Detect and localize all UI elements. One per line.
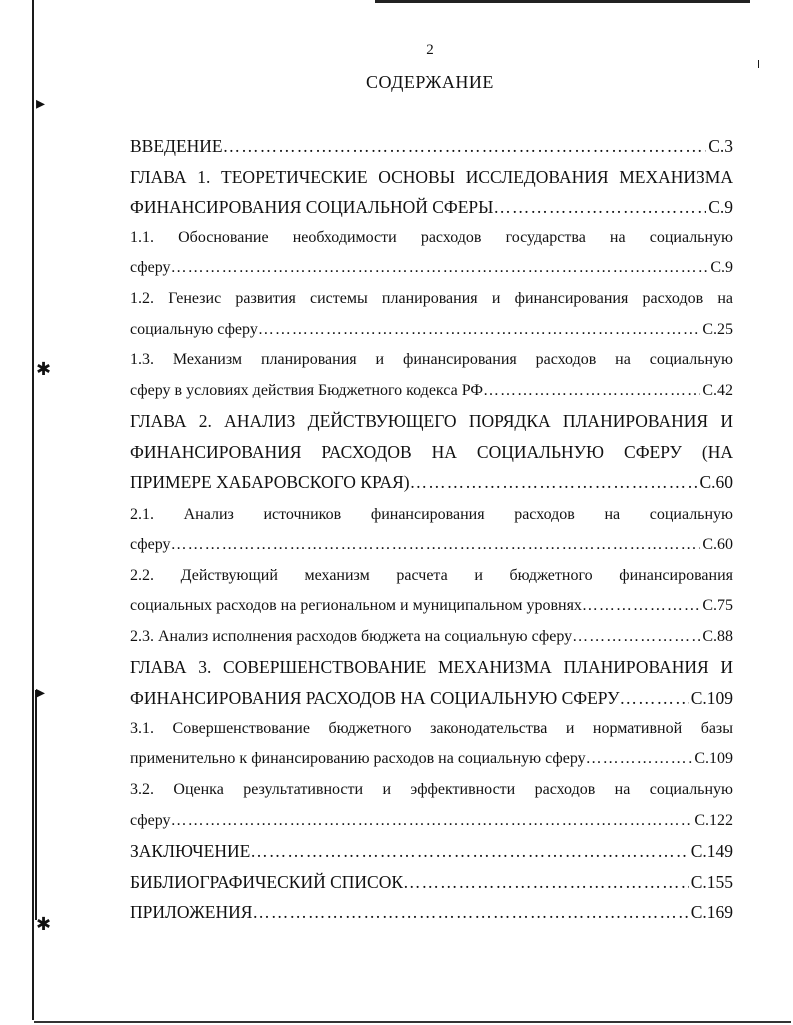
leader-dots	[258, 317, 701, 343]
toc-entry-section-1-2-cont	[130, 317, 733, 343]
toc-entry-title: 2.3. Анализ исполнения расходов бюджета на социальную сферу	[130, 628, 573, 645]
binding-hole-mark: ▸	[36, 93, 46, 113]
toc-entry-page: С.42	[702, 382, 733, 399]
page-number: 2	[426, 42, 434, 58]
toc-entry-page: С.149	[690, 841, 733, 861]
toc-entry-chapter-3-cont	[130, 685, 733, 711]
toc-entry-section-3-1-cont	[130, 746, 733, 772]
toc-entry-section-1-3-cont	[130, 378, 733, 404]
toc-entry-title: ВВЕДЕНИЕ	[130, 136, 223, 156]
leader-dots	[223, 133, 707, 159]
toc-entry-title: ФИНАНСИРОВАНИЯ СОЦИАЛЬНОЙ СФЕРЫ	[130, 197, 494, 217]
toc-entry-section-2-2: 2.2. Действующий механизм расчета и бюджетного финансирования	[130, 567, 733, 584]
toc-entry-title: ПРИМЕРЕ ХАБАРОВСКОГО КРАЯ)	[130, 472, 410, 492]
scan-margin-shadow	[35, 690, 37, 920]
toc-entry-page: С.60	[702, 536, 733, 553]
toc-entry-chapter-2-end	[130, 469, 733, 495]
leader-dots	[410, 469, 698, 495]
toc-entry-page: С.155	[690, 872, 733, 892]
binding-hole-mark: ▸	[36, 682, 46, 702]
toc-entry-page: С.25	[702, 321, 733, 338]
leader-dots	[250, 838, 688, 864]
scan-top-rule	[375, 0, 750, 3]
toc-entry-section-3-2-cont	[130, 808, 733, 834]
toc-entry-title: сферу в условиях действия Бюджетного кодекса РФ	[130, 382, 483, 399]
toc-entry-conclusion	[130, 838, 733, 864]
toc-entry-page: С.109	[690, 688, 733, 708]
toc-entry-page: С.75	[702, 597, 733, 614]
toc-entry-title: сферу	[130, 259, 171, 276]
toc-entry-page: С.88	[702, 628, 733, 645]
toc-entry-section-3-1: 3.1. Совершенствование бюджетного законодательства и нормативной базы	[130, 720, 733, 737]
toc-entry-section-2-2-cont	[130, 593, 733, 619]
leader-dots	[171, 808, 693, 834]
toc-entry-title: применительно к финансированию расходов на социальную сферу	[130, 750, 586, 767]
toc-entry-title: сферу	[130, 812, 171, 829]
toc-entry-chapter-2: ГЛАВА 2. АНАЛИЗ ДЕЙСТВУЮЩЕГО ПОРЯДКА ПЛАНИРОВАНИЯ И	[130, 411, 733, 431]
toc-entry-chapter-1: ГЛАВА 1. ТЕОРЕТИЧЕСКИЕ ОСНОВЫ ИССЛЕДОВАНИЯ МЕХАНИЗМА	[130, 167, 733, 187]
toc-entry-section-1-1: 1.1. Обоснование необходимости расходов государства на социальную	[130, 229, 733, 246]
leader-dots	[171, 255, 709, 281]
toc-entry-page: С.122	[694, 812, 733, 829]
toc-entry-title: БИБЛИОГРАФИЧЕСКИЙ СПИСОК	[130, 872, 404, 892]
toc-entry-section-2-3	[130, 624, 733, 650]
toc-entry-chapter-3: ГЛАВА 3. СОВЕРШЕНСТВОВАНИЕ МЕХАНИЗМА ПЛАНИРОВАНИЯ И	[130, 657, 733, 677]
toc-entry-title: ЗАКЛЮЧЕНИЕ	[130, 841, 251, 861]
scan-right-tick	[758, 60, 759, 68]
toc-entry-title: сферу	[130, 536, 171, 553]
leader-dots	[619, 685, 688, 711]
toc-entry-page: С.9	[708, 197, 733, 217]
toc-entry-page: С.109	[694, 750, 733, 767]
page-title: СОДЕРЖАНИЕ	[366, 72, 494, 92]
toc-entry-section-1-2: 1.2. Генезис развития системы планирования и финансирования расходов на	[130, 290, 733, 307]
scan-margin-line	[32, 0, 34, 1020]
toc-entry-page: С.169	[690, 902, 733, 922]
toc-entry-chapter-1-cont	[130, 194, 733, 220]
leader-dots	[586, 746, 693, 772]
leader-dots	[483, 378, 700, 404]
toc-entry-title: ФИНАНСИРОВАНИЯ РАСХОДОВ НА СОЦИАЛЬНУЮ СФЕРУ	[130, 688, 620, 708]
toc-entry-section-1-1-cont	[130, 255, 733, 281]
toc-entry-section-2-1-cont	[130, 532, 733, 558]
toc-entry-page: С.3	[708, 136, 733, 156]
toc-entry-chapter-2-cont: ФИНАНСИРОВАНИЯ РАСХОДОВ НА СОЦИАЛЬНУЮ СФЕРУ (НА	[130, 442, 733, 462]
leader-dots	[403, 869, 689, 895]
leader-dots	[493, 194, 706, 220]
toc-entry-title: социальную сферу	[130, 321, 258, 338]
toc-entry-title: социальных расходов на региональном и муниципальном уровнях	[130, 597, 582, 614]
binding-hole-mark: ✱	[36, 914, 52, 934]
leader-dots	[572, 624, 700, 650]
toc-entry-page: С.9	[710, 259, 733, 276]
leader-dots	[582, 593, 700, 619]
toc-entry-intro	[130, 133, 733, 159]
toc-entry-bibliography	[130, 869, 733, 895]
toc-entry-title: ПРИЛОЖЕНИЯ	[130, 902, 253, 922]
leader-dots	[171, 532, 701, 558]
toc-entry-section-3-2: 3.2. Оценка результативности и эффективности расходов на социальную	[130, 781, 733, 798]
leader-dots	[252, 899, 688, 925]
toc-entry-appendix	[130, 899, 733, 925]
toc-entry-section-2-1: 2.1. Анализ источников финансирования расходов на социальную	[130, 506, 733, 523]
binding-hole-mark: ✱	[36, 359, 52, 379]
toc-entry-page: С.60	[699, 472, 733, 492]
toc-entry-section-1-3: 1.3. Механизм планирования и финансирования расходов на социальную	[130, 351, 733, 368]
scan-bottom-rule	[34, 1021, 791, 1023]
